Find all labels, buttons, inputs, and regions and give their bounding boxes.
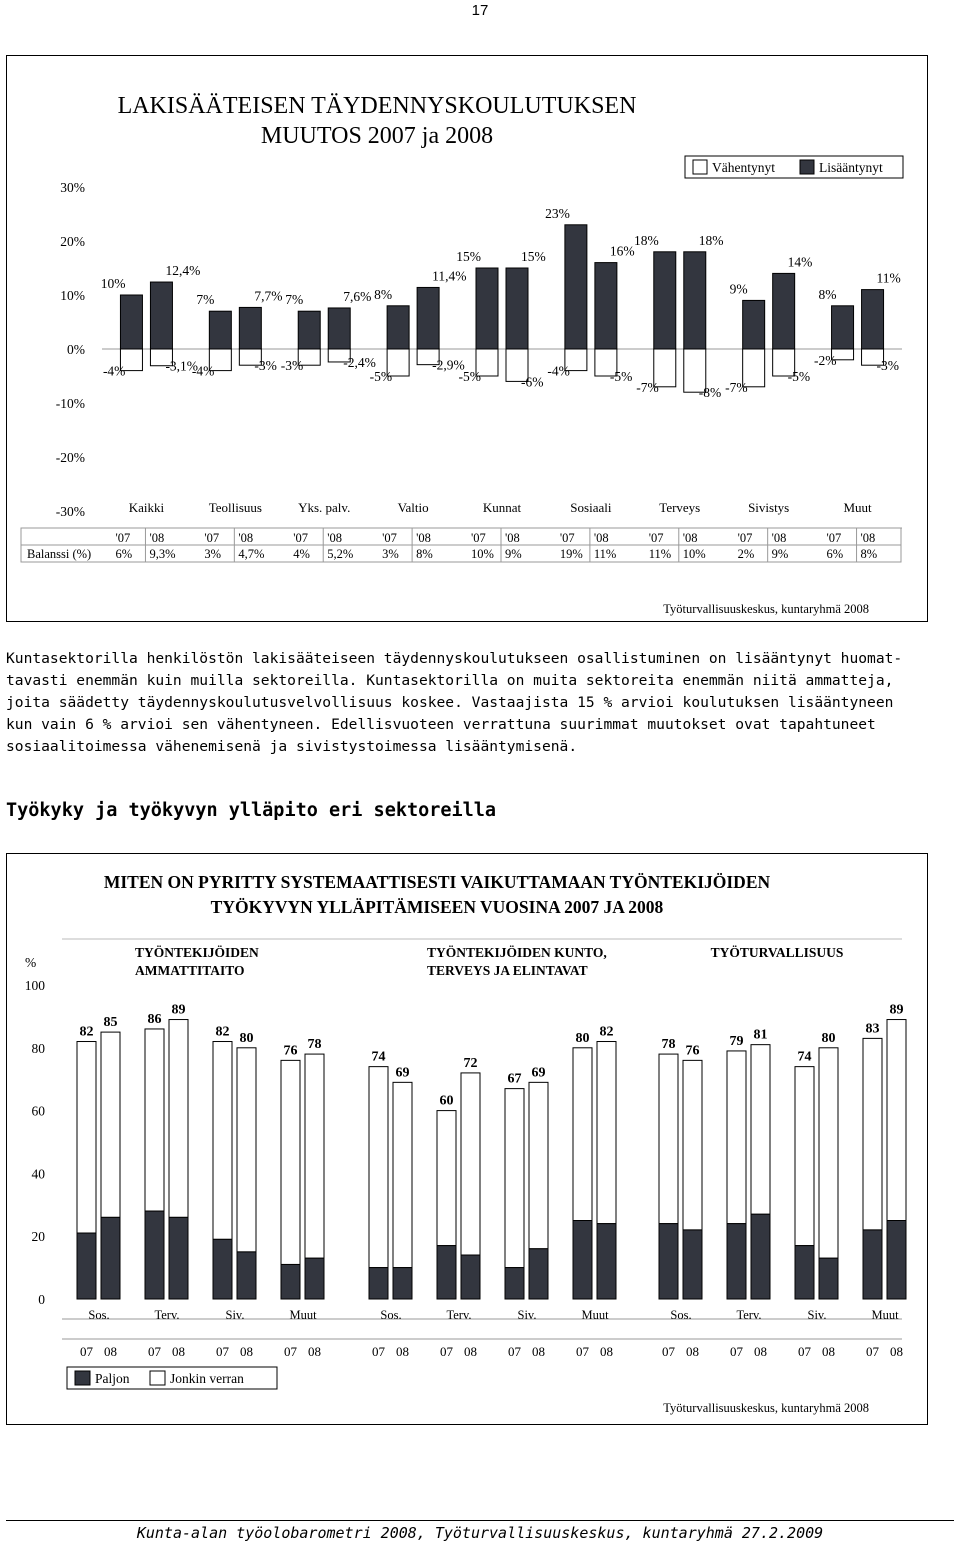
category-label: Terv.: [446, 1308, 472, 1322]
data-label: 76: [685, 1043, 700, 1059]
y-tick-label: -20%: [55, 450, 85, 465]
bar-increased: [120, 295, 142, 349]
bar-jonkin-verran: [101, 1032, 120, 1217]
bar-paljon: [659, 1224, 678, 1299]
category-label: Sos.: [380, 1308, 402, 1322]
year-label: 08: [104, 1344, 117, 1359]
category-label: Muut: [581, 1308, 609, 1322]
balance-value: 10%: [471, 547, 494, 561]
bar-jonkin-verran: [369, 1067, 388, 1268]
balance-value: 4,7%: [238, 547, 265, 561]
bar-increased: [684, 252, 706, 349]
year-label: 08: [172, 1344, 185, 1359]
year-label: '07: [471, 531, 486, 545]
bar-jonkin-verran: [213, 1042, 232, 1240]
year-label: 08: [890, 1344, 903, 1359]
y-tick-label: 60: [31, 1103, 45, 1119]
chart2-frame: [6, 853, 928, 1425]
year-label: 08: [822, 1344, 835, 1359]
data-label: 83: [865, 1021, 880, 1037]
bar-paljon: [393, 1268, 412, 1299]
bar-increased: [773, 273, 795, 349]
data-label: 74: [797, 1049, 812, 1065]
chart1-title: MUUTOS 2007 ja 2008: [260, 123, 494, 149]
body-text: [6, 648, 954, 758]
data-label: -2%: [814, 352, 837, 368]
data-label: -2,4%: [343, 354, 376, 370]
year-label: 07: [80, 1344, 93, 1359]
category-label: Terveys: [659, 500, 701, 515]
bar-paljon: [237, 1252, 256, 1299]
bar-increased: [595, 263, 617, 349]
bar-paljon: [727, 1224, 746, 1299]
bar-increased: [862, 290, 884, 349]
year-label: '07: [826, 531, 842, 545]
bar-paljon: [887, 1221, 906, 1300]
data-label: 74: [371, 1049, 386, 1065]
data-label: 89: [171, 1002, 186, 1018]
category-label: Kunnat: [482, 500, 522, 515]
body-line: sosiaalitoimessa vähenemisenä ja sivistystoimessa lisääntymisenä.: [6, 738, 578, 755]
bar-paljon: [795, 1246, 814, 1299]
bar-increased: [150, 282, 172, 349]
year-label: '08: [327, 531, 342, 545]
y-tick-label: 80: [31, 1040, 45, 1056]
bar-jonkin-verran: [237, 1048, 256, 1252]
chart2-svg: [7, 854, 927, 1424]
y-tick-label: -10%: [55, 396, 85, 411]
category-label: Terv.: [736, 1308, 762, 1322]
balance-value: 8%: [416, 547, 433, 561]
chart1-title: LAKISÄÄTEISEN TÄYDENNYSKOULUTUKSEN: [117, 93, 637, 119]
bar-paljon: [145, 1211, 164, 1299]
bar-increased: [328, 308, 350, 349]
data-label: 89: [889, 1002, 904, 1018]
bar-increased: [476, 268, 498, 349]
legend-swatch-jonkin-verran: [150, 1371, 165, 1385]
bar-paljon: [461, 1255, 480, 1299]
data-label: 10%: [100, 276, 126, 291]
category-label: Valtio: [397, 500, 429, 515]
chart1-svg: [7, 56, 927, 621]
category-label: Sos.: [88, 1308, 110, 1322]
category-label: Siv.: [807, 1308, 827, 1322]
data-label: 11%: [876, 270, 901, 286]
section-heading: Työkyky ja työkyvyn ylläpito eri sektoreilla: [6, 800, 497, 821]
footer: Kunta-alan työolobarometri 2008, Työturvallisuuskeskus, kuntaryhmä 27.2.2009: [136, 1524, 824, 1542]
bar-jonkin-verran: [305, 1054, 324, 1258]
year-label: '08: [682, 531, 698, 545]
year-label: 08: [396, 1344, 409, 1359]
data-label: -4%: [191, 363, 215, 379]
body-line: Kuntasektorilla henkilöstön lakisääteiseen täydennyskoulutukseen osallistuminen on lisääntynyt huomat-: [6, 650, 903, 667]
data-label: 67: [507, 1071, 522, 1087]
year-label: 07: [508, 1344, 521, 1359]
y-tick-label: -30%: [55, 504, 85, 519]
y-tick-label: 10%: [60, 288, 85, 303]
category-label: Siv.: [225, 1308, 245, 1322]
bar-paljon: [305, 1258, 324, 1299]
year-label: 07: [284, 1344, 297, 1359]
page-number: 17: [471, 2, 489, 19]
group-label: TYÖNTEKIJÖIDEN: [135, 945, 259, 960]
year-label: '07: [382, 531, 397, 545]
bar-jonkin-verran: [727, 1051, 746, 1224]
balance-value: 8%: [860, 547, 878, 561]
legend-label: Vähentynyt: [712, 160, 775, 175]
bar-paljon: [213, 1239, 232, 1299]
legend-label: Lisääntynyt: [819, 160, 883, 175]
data-label: 82: [599, 1024, 614, 1040]
y-tick-label: 20: [31, 1229, 45, 1245]
chart2-title: MITEN ON PYRITTY SYSTEMAATTISESTI VAIKUTTAMAAN TYÖNTEKIJÖIDEN: [103, 872, 771, 892]
body-line: kun vain 6 % arvioi sen vähentyneen. Edellisvuoteen verrattuna suurimmat muutokset ovat tapahtuneet: [6, 716, 876, 733]
bar-jonkin-verran: [597, 1042, 616, 1224]
bar-increased: [387, 306, 409, 349]
bar-increased: [239, 307, 261, 349]
data-label: 15%: [456, 249, 481, 264]
balance-value: 3%: [382, 547, 399, 561]
group-label: TYÖTURVALLISUUS: [710, 945, 844, 960]
data-label: 82: [79, 1024, 94, 1040]
data-label: 7,6%: [343, 288, 372, 304]
year-label: 08: [686, 1344, 699, 1359]
data-label: -3%: [876, 358, 900, 374]
footer-rule: [6, 1520, 954, 1521]
data-label: 23%: [545, 205, 570, 221]
data-label: -4%: [547, 363, 570, 379]
bar-paljon: [169, 1217, 188, 1299]
bar-increased: [654, 252, 676, 349]
data-label: 78: [661, 1037, 676, 1053]
y-tick-label: 100: [24, 978, 45, 993]
data-label: 85: [103, 1015, 118, 1031]
balance-value: 9%: [505, 547, 522, 561]
data-label: 60: [439, 1093, 454, 1109]
data-label: 15%: [521, 249, 546, 264]
bar-paljon: [529, 1249, 548, 1299]
year-label: '07: [737, 531, 753, 545]
chart2-title: TYÖKYVYN YLLÄPITÄMISEEN VUOSINA 2007 JA 2008: [210, 897, 664, 917]
bar-increased: [743, 300, 765, 349]
balance-value: 10%: [682, 547, 706, 561]
year-label: 07: [798, 1344, 811, 1359]
balance-value: 2%: [737, 547, 755, 561]
bar-paljon: [281, 1264, 300, 1299]
group-label: TERVEYS JA ELINTAVAT: [427, 963, 588, 978]
category-label: Muut: [871, 1308, 899, 1322]
group-label: AMMATTITAITO: [135, 963, 245, 978]
data-label: 76: [283, 1043, 298, 1059]
bar-jonkin-verran: [795, 1067, 814, 1246]
year-label: 08: [754, 1344, 767, 1359]
balance-value: 19%: [559, 547, 583, 561]
data-label: -4%: [102, 363, 126, 379]
bar-paljon: [819, 1258, 838, 1299]
data-label: 7%: [285, 292, 304, 308]
year-label: 07: [662, 1344, 675, 1359]
bar-increased: [832, 306, 854, 349]
y-tick-label: 30%: [60, 180, 85, 195]
data-label: 18%: [698, 232, 724, 248]
category-label: Yks. palv.: [298, 500, 351, 515]
bar-jonkin-verran: [169, 1020, 188, 1218]
year-label: 07: [866, 1344, 879, 1359]
year-label: '07: [204, 531, 220, 545]
year-label: '08: [593, 531, 609, 545]
chart2-source: Työturvallisuuskeskus, kuntaryhmä 2008: [663, 1401, 869, 1415]
bar-jonkin-verran: [683, 1060, 702, 1230]
body-line: joita säädetty täydennyskoulutusvelvollisuus koskee. Vastaajista 15 % arvioi koulutuksen lisääntyneen: [6, 694, 894, 711]
year-label: 08: [308, 1344, 321, 1359]
year-label: 08: [532, 1344, 545, 1359]
data-label: 7%: [196, 292, 215, 308]
bar-jonkin-verran: [819, 1048, 838, 1258]
data-label: -5%: [609, 369, 633, 384]
bar-jonkin-verran: [77, 1042, 96, 1234]
legend-swatch-decreased: [693, 160, 707, 174]
category-label: Sos.: [670, 1308, 692, 1322]
legend-label: Jonkin verran: [170, 1371, 244, 1386]
data-label: 72: [463, 1055, 478, 1071]
data-label: 80: [821, 1030, 836, 1046]
year-label: 07: [148, 1344, 161, 1359]
bar-jonkin-verran: [573, 1048, 592, 1221]
bar-paljon: [369, 1268, 388, 1299]
bar-jonkin-verran: [863, 1038, 882, 1230]
chart1-source: Työturvallisuuskeskus, kuntaryhmä 2008: [663, 602, 869, 616]
data-label: -6%: [521, 374, 544, 390]
balance-value: 6%: [115, 547, 133, 561]
balance-value: 6%: [826, 547, 844, 561]
year-label: 07: [730, 1344, 743, 1359]
bar-paljon: [751, 1214, 770, 1299]
bar-paljon: [101, 1217, 120, 1299]
y-tick-label: 0: [38, 1292, 45, 1307]
bar-jonkin-verran: [461, 1073, 480, 1255]
category-label: Terv.: [154, 1308, 180, 1322]
year-label: '07: [115, 531, 131, 545]
data-label: 80: [239, 1030, 254, 1046]
year-label: 08: [240, 1344, 253, 1359]
group-label: TYÖNTEKIJÖIDEN KUNTO,: [427, 945, 607, 960]
year-label: '08: [149, 531, 165, 545]
data-label: -3,1%: [165, 358, 199, 374]
year-label: '08: [238, 531, 254, 545]
year-label: '08: [771, 531, 787, 545]
category-label: Sosiaali: [570, 500, 612, 515]
year-label: '07: [293, 531, 308, 545]
category-label: Kaikki: [128, 500, 165, 515]
y-tick-label: 40: [31, 1166, 45, 1182]
year-label: '08: [505, 531, 520, 545]
balance-value: 3%: [204, 547, 222, 561]
category-label: Sivistys: [748, 500, 790, 515]
data-label: 81: [753, 1027, 768, 1043]
category-label: Muut: [843, 500, 872, 515]
balance-value: 5,2%: [327, 547, 354, 561]
bar-paljon: [683, 1230, 702, 1299]
data-label: 82: [215, 1024, 230, 1040]
bar-paljon: [505, 1268, 524, 1299]
data-label: -3%: [254, 358, 277, 374]
legend-swatch-paljon: [75, 1371, 90, 1385]
year-label: 08: [600, 1344, 613, 1359]
data-label: 8%: [818, 286, 837, 302]
year-label: 07: [216, 1344, 229, 1359]
data-label: 11,4%: [432, 268, 467, 284]
data-label: 78: [307, 1037, 322, 1053]
data-label: -7%: [725, 379, 748, 395]
data-label: 69: [531, 1065, 546, 1081]
bar-increased: [506, 268, 528, 349]
data-label: -5%: [458, 369, 481, 384]
data-label: 12,4%: [165, 263, 201, 279]
bar-jonkin-verran: [659, 1054, 678, 1224]
y-axis-unit: %: [25, 955, 37, 970]
bar-increased: [298, 311, 320, 349]
data-label: -7%: [636, 379, 659, 395]
data-label: 8%: [374, 286, 393, 302]
year-label: 07: [440, 1344, 453, 1359]
data-label: 80: [575, 1030, 590, 1046]
bar-paljon: [437, 1246, 456, 1299]
data-label: -5%: [369, 369, 393, 384]
data-label: -5%: [787, 369, 811, 384]
category-label: Teollisuus: [208, 500, 262, 515]
year-label: '08: [416, 531, 431, 545]
balance-value: 9,3%: [149, 547, 176, 561]
balance-value: 4%: [293, 547, 310, 561]
table-row-label: Balanssi (%): [27, 547, 92, 561]
year-label: 07: [372, 1344, 385, 1359]
legend-label: Paljon: [95, 1371, 130, 1386]
category-label: Siv.: [517, 1308, 537, 1322]
bar-increased: [209, 311, 231, 349]
balance-value: 11%: [648, 547, 672, 561]
data-label: -2,9%: [432, 357, 465, 373]
y-tick-label: 20%: [60, 234, 85, 249]
data-label: 69: [395, 1065, 410, 1081]
legend-swatch-increased: [800, 160, 814, 174]
bar-jonkin-verran: [529, 1082, 548, 1248]
body-line: tavasti enemmän kuin muilla sektoreilla. Kuntasektorilla on muita sektoreita enemmän niitä ammatteja,: [6, 672, 894, 689]
data-label: 7,7%: [254, 288, 283, 304]
bar-jonkin-verran: [751, 1045, 770, 1215]
balance-value: 9%: [771, 547, 789, 561]
data-label: 16%: [609, 243, 635, 259]
data-label: 79: [729, 1033, 744, 1049]
bar-jonkin-verran: [437, 1111, 456, 1246]
bar-jonkin-verran: [887, 1020, 906, 1221]
year-label: 08: [464, 1344, 477, 1359]
bar-increased: [565, 225, 587, 349]
bar-jonkin-verran: [145, 1029, 164, 1211]
category-label: Muut: [289, 1308, 317, 1322]
data-label: 9%: [729, 281, 748, 297]
data-label: 18%: [634, 232, 659, 248]
bar-jonkin-verran: [281, 1060, 300, 1264]
bar-paljon: [597, 1224, 616, 1299]
data-label: 86: [147, 1011, 162, 1027]
year-label: '08: [860, 531, 876, 545]
y-tick-label: 0%: [67, 342, 85, 357]
data-label: 14%: [787, 254, 813, 270]
year-label: '07: [559, 531, 575, 545]
year-label: '07: [648, 531, 664, 545]
bar-paljon: [77, 1233, 96, 1299]
year-label: 07: [576, 1344, 589, 1359]
balance-value: 11%: [593, 547, 617, 561]
bar-jonkin-verran: [505, 1089, 524, 1268]
bar-increased: [417, 287, 439, 349]
data-label: -3%: [280, 358, 304, 374]
chart1-frame: [6, 55, 928, 622]
bar-jonkin-verran: [393, 1082, 412, 1267]
data-label: -8%: [698, 385, 722, 401]
bar-paljon: [863, 1230, 882, 1299]
bar-paljon: [573, 1221, 592, 1300]
